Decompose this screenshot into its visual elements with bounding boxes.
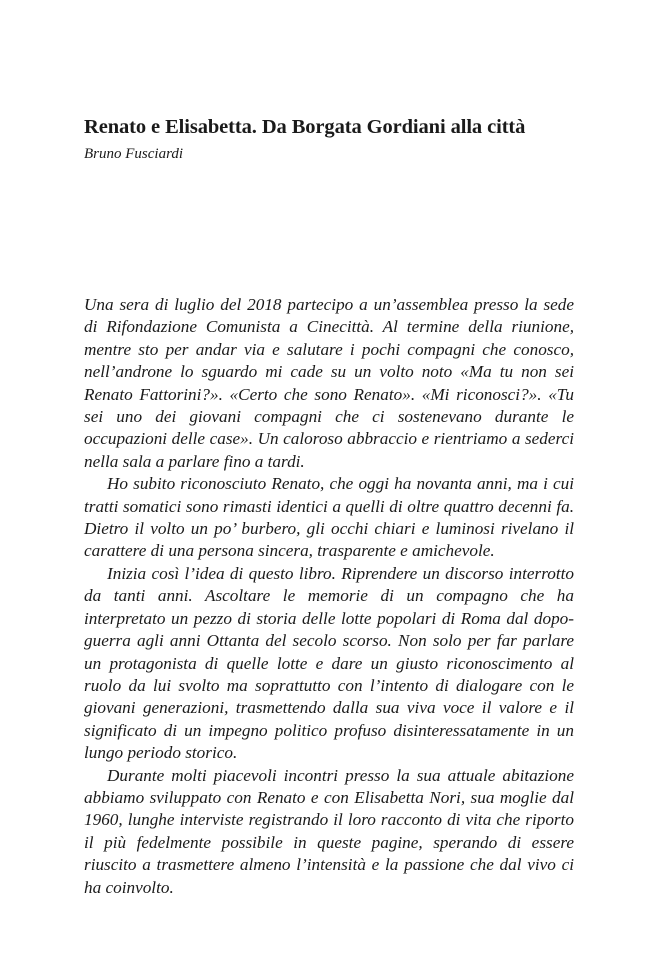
paragraph-1: Una sera di luglio del 2018 partecipo a un’assemblea presso la sede di Rifondazione Comunista a Cinecittà. Al termine della riunione, mentre sto per andar via e salutare i pochi compagni che conosco, nell’androne lo sguardo mi cade su un volto noto «Ma tu non sei Renato Fattorini?». «Certo che sono Renato». «Mi riconosci?». «Tu sei uno dei giovani compagni che ci sostenevano durante le occupazioni delle case». Un caloroso abbraccio e rientriamo a sederci nella sala a parlare fino a tardi. xyxy=(84,295,574,471)
chapter-title: Renato e Elisabetta. Da Borgata Gordiani alla città xyxy=(84,116,526,138)
chapter-body xyxy=(84,294,574,899)
paragraph-2: Ho subito riconosciuto Renato, che oggi ha novanta anni, ma i cui tratti somatici sono rimasti identici a quelli di oltre quattro decenni fa. Dietro il volto un po’ burbero, gli occhi chiari e luminosi rivelano il carattere di una persona sincera, trasparente e amichevole. xyxy=(84,474,574,561)
chapter-author: Bruno Fusciardi xyxy=(84,146,184,162)
paragraph-3: Inizia così l’idea di questo libro. Riprendere un discorso interrotto da tanti anni. Ascoltare le memorie di un compagno che ha interpretato un pezzo di storia delle lotte popolari di Roma dal dopoguerra agli anni Ottanta del secolo scorso. Non solo per far parlare un protagonista di quelle lotte e dare un giusto riconoscimento al ruolo da lui svolto ma soprattutto con l’intento di dialogare con le giovani generazioni, trasmettendo dalla sua viva voce il valore e il significato di un impegno politico profuso disinteressatamente in un lungo periodo storico. xyxy=(84,563,574,763)
paragraph-4: Durante molti piacevoli incontri presso la sua attuale abitazione abbiamo sviluppato con Renato e con Elisabetta Nori, sua moglie dal 1960, lunghe interviste registrando il loro racconto di vita che riporto il più fedelmente possibile in queste pagine, sperando di essere riuscito a trasmettere almeno l’intensità e la passione che dal vivo ci ha coinvolto. xyxy=(84,765,574,897)
book-page xyxy=(84,0,574,975)
